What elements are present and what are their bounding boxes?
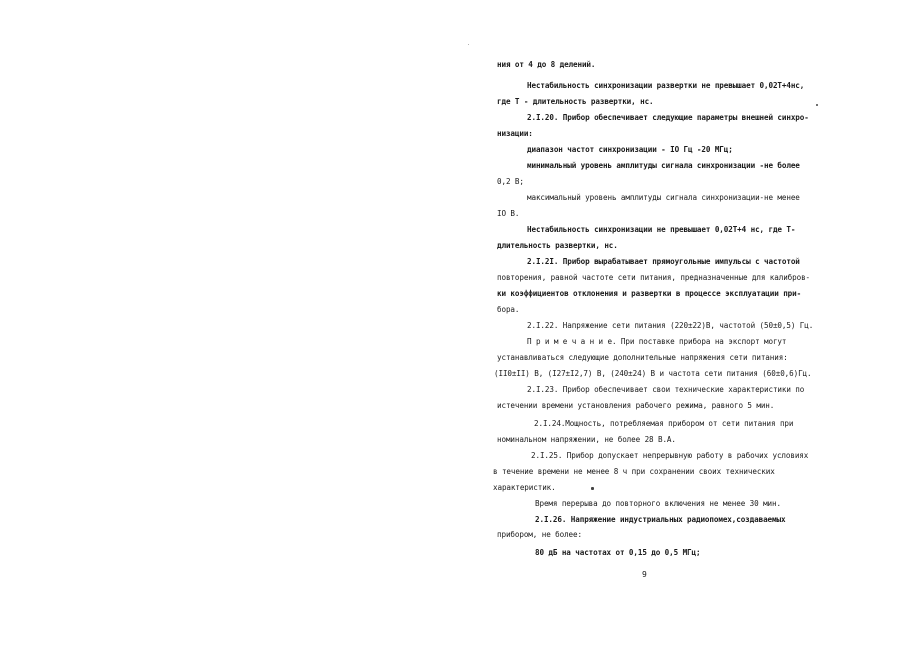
text-line: П р и м е ч а н и е. При поставке прибора на экспорт могут	[527, 337, 787, 346]
text-line: минимальный уровень амплитуды сигнала синхронизации -не более	[527, 161, 800, 170]
text-line: 0,2 В;	[497, 177, 524, 186]
text-line: устанавливаться следующие дополнительные напряжения сети питания:	[497, 353, 788, 362]
scan-speck	[591, 487, 594, 490]
text-line: 2.I.20. Прибор обеспечивает следующие параметры внешней синхро-	[527, 113, 809, 122]
text-line: 80 дБ на частотах от 0,15 до 0,5 МГц;	[535, 548, 701, 557]
text-line: 2.I.22. Напряжение сети питания (220±22)В, частотой (50±0,5) Гц.	[527, 321, 814, 330]
text-line: 2.I.23. Прибор обеспечивает свои технические характеристики по	[527, 385, 805, 394]
text-line: 2.I.25. Прибор допускает непрерывную работу в рабочих условиях	[531, 451, 809, 460]
text-line: характеристик.	[493, 483, 556, 492]
text-line: (II0±II) В, (I27±I2,7) В, (240±24) В и частота сети питания (60±0,6)Гц.	[494, 369, 812, 378]
text-line: номинальном напряжении, не более 28 В.А.	[497, 435, 676, 444]
text-line: длительность развертки, нс.	[497, 241, 618, 250]
text-line: 2.I.26. Напряжение индустриальных радиопомех,создаваемых	[535, 515, 786, 524]
text-line: низации:	[497, 129, 533, 138]
text-line: диапазон частот синхронизации - IO Гц -20 МГц;	[527, 145, 733, 154]
text-line: 2.I.24.Мощность, потребляемая прибором от сети питания при	[534, 419, 794, 428]
text-line: IO В.	[497, 209, 520, 218]
text-line: повторения, равной частоте сети питания, предназначенные для калибров-	[497, 273, 811, 282]
text-line: Нестабильность синхронизации не превышает 0,02Т+4 нс, где Т-	[527, 225, 796, 234]
text-line: Время перерыва до повторного включения не менее 30 мин.	[535, 499, 781, 508]
text-line: максимальный уровень амплитуды сигнала синхронизации-не менее	[527, 193, 800, 202]
text-line: 2.I.2I. Прибор вырабатывает прямоугольные импульсы с частотой	[527, 257, 800, 266]
text-line: где Т - длительность развертки, нс.	[497, 97, 654, 106]
text-line: истечении времени установления рабочего режима, равного 5 мин.	[497, 401, 775, 410]
text-line: прибором, не более:	[497, 530, 582, 539]
text-line: ки коэффициентов отклонения и развертки в процессе эксплуатации при-	[497, 289, 802, 298]
page-number: 9	[642, 570, 647, 579]
text-line: в течение времени не менее 8 ч при сохранении своих технических	[493, 467, 775, 476]
text-line: бора.	[497, 305, 520, 314]
scan-speck	[816, 104, 818, 106]
text-line: Нестабильность синхронизации развертки не превышает 0,02Т+4нс,	[527, 81, 805, 90]
text-line: ния от 4 до 8 делений.	[497, 60, 596, 69]
scan-speck	[468, 44, 469, 45]
